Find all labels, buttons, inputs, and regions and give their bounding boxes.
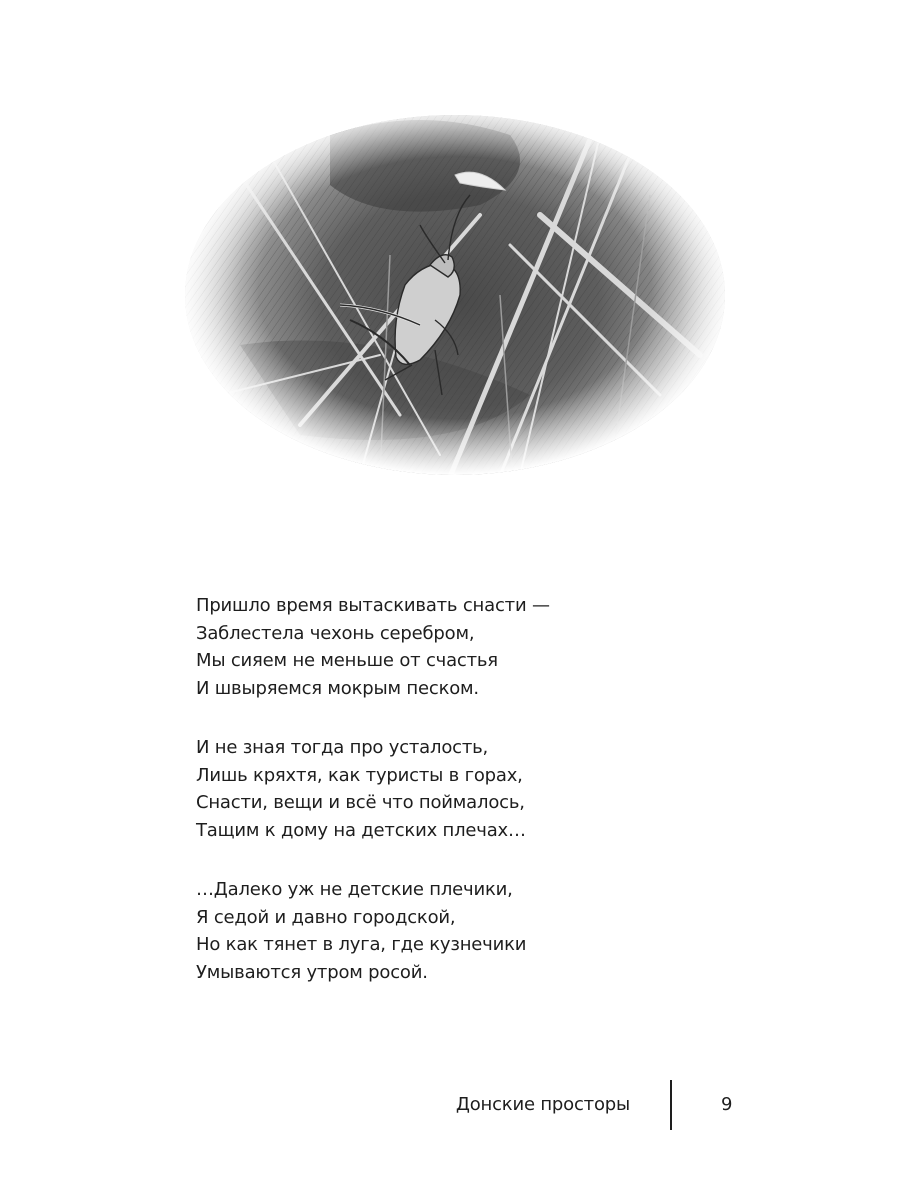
stanza bbox=[196, 592, 656, 702]
poem-line: Лишь кряхтя, как туристы в горах, bbox=[196, 764, 523, 786]
poem-line: Заблестела чехонь серебром, bbox=[196, 622, 475, 644]
stanza bbox=[196, 876, 656, 986]
poem-line: Тащим к дому на детских плечах… bbox=[196, 819, 526, 841]
poem-line: И не зная тогда про усталость, bbox=[196, 737, 489, 758]
poem-line: Пришло время вытаскивать снасти — bbox=[196, 595, 550, 616]
book-title: Донские просторы bbox=[455, 1094, 630, 1115]
stanza bbox=[196, 734, 656, 844]
poem-line: Умываются утром росой. bbox=[196, 961, 428, 983]
grasshopper-illustration bbox=[180, 95, 740, 525]
poem bbox=[196, 592, 656, 1018]
poem-line: Снасти, вещи и всё что поймалось, bbox=[196, 792, 525, 813]
grasshopper-sketch bbox=[180, 95, 740, 525]
poem-line: …Далеко уж не детские плечики, bbox=[196, 879, 513, 900]
page-number: 9 bbox=[721, 1094, 733, 1115]
poem-line: Я седой и давно городской, bbox=[196, 906, 456, 928]
poem-line: И швыряемся мокрым песком. bbox=[196, 677, 479, 699]
footer-divider bbox=[670, 1080, 672, 1130]
poem-line: Мы сияем не меньше от счастья bbox=[196, 650, 498, 671]
poem-line: Но как тянет в луга, где кузнечики bbox=[196, 934, 527, 955]
